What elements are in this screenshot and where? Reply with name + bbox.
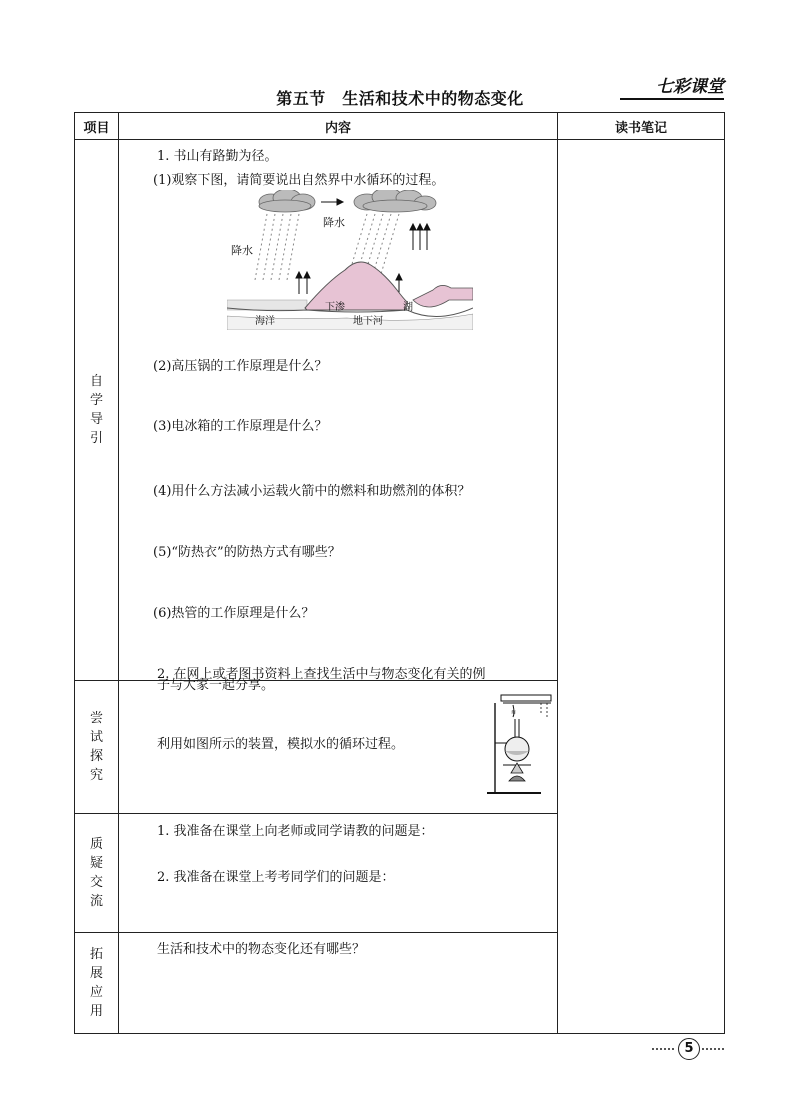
question-1-1: (1)观察下图，请简要说出自然界中水循环的过程。 <box>153 173 445 188</box>
lake-label: 湖 <box>403 302 413 313</box>
label-exploration <box>75 681 119 814</box>
rain-right-label: 降水 <box>323 216 345 229</box>
question-test-classmates: 2. 我准备在课堂上考考同学们的问题是： <box>157 870 395 885</box>
svg-text:≋: ≋ <box>511 709 517 716</box>
rain-left-icon <box>255 214 299 280</box>
label-char: 尝 <box>89 711 103 726</box>
mountain-icon <box>305 262 407 310</box>
question-2-line-2: 子与大家一起分享。 <box>157 678 275 693</box>
cloud-left-icon <box>259 190 315 212</box>
label-char: 用 <box>89 1004 103 1019</box>
content-exploration <box>119 678 558 814</box>
label-char: 试 <box>89 730 103 745</box>
seep-label: 下渗 <box>325 302 345 313</box>
label-char: 质 <box>89 837 103 852</box>
arrow-right-icon <box>321 199 343 205</box>
question-1-4: (4)用什么方法减小运载火箭中的燃料和助燃剂的体积？ <box>153 484 471 499</box>
page-title: 第五节 生活和技术中的物态变化 <box>276 89 524 108</box>
dots-left-icon <box>652 1048 674 1050</box>
header-content: 内容 <box>119 113 558 140</box>
content-questions <box>119 814 558 933</box>
brand-underline <box>620 98 724 100</box>
study-table <box>74 112 725 1034</box>
label-char: 学 <box>89 393 103 408</box>
label-char: 导 <box>89 412 103 427</box>
question-1-2: (2)高压锅的工作原理是什么？ <box>153 359 328 374</box>
exploration-text: 利用如图所示的装置，模拟水的循环过程。 <box>157 737 405 752</box>
label-char: 究 <box>89 768 103 783</box>
label-char: 自 <box>89 374 103 389</box>
apparatus-icon <box>485 693 555 797</box>
label-char: 应 <box>89 985 103 1000</box>
ocean-label: 海洋 <box>255 316 275 327</box>
question-1-intro: 1. 书山有路勤为径。 <box>157 149 278 164</box>
groundwater-label: 地下河 <box>353 316 383 327</box>
label-char: 疑 <box>89 856 103 871</box>
cloud-right-icon <box>354 190 436 212</box>
label-char: 拓 <box>89 947 103 962</box>
lake-icon <box>413 285 473 307</box>
label-questions <box>75 814 119 933</box>
ocean-icon <box>227 300 307 310</box>
label-char: 交 <box>89 875 103 890</box>
header-notes: 读书笔记 <box>558 113 725 140</box>
brand-logo: 七彩课堂 <box>656 77 724 97</box>
label-extension <box>75 933 119 1034</box>
label-char: 展 <box>89 966 103 981</box>
dots-right-icon <box>702 1048 724 1050</box>
question-1-3: (3)电冰箱的工作原理是什么？ <box>153 419 328 434</box>
content-extension <box>119 933 558 1034</box>
table-row-self-study <box>75 140 725 681</box>
extension-text: 生活和技术中的物态变化还有哪些？ <box>157 942 366 957</box>
label-char: 流 <box>89 894 103 909</box>
label-char: 引 <box>89 431 103 446</box>
table-header-row <box>75 113 725 140</box>
water-cycle-diagram <box>227 190 473 330</box>
notes-column[interactable] <box>558 140 725 1034</box>
question-1-5: (5)“防热衣”的防热方式有哪些？ <box>153 545 341 560</box>
question-2-line-1: 2. 在网上或者图书资料上查找生活中与物态变化有关的例 <box>157 667 486 682</box>
page-footer <box>652 1038 724 1060</box>
label-char: 探 <box>89 749 103 764</box>
label-self-study <box>75 140 119 681</box>
header-project: 项目 <box>75 113 119 140</box>
rain-left-label: 降水 <box>231 244 253 257</box>
page-number: 5 <box>678 1038 700 1060</box>
question-ask-teacher: 1. 我准备在课堂上向老师或同学请教的问题是： <box>157 824 434 839</box>
question-1-6: (6)热管的工作原理是什么？ <box>153 606 315 621</box>
content-self-study <box>119 140 558 681</box>
